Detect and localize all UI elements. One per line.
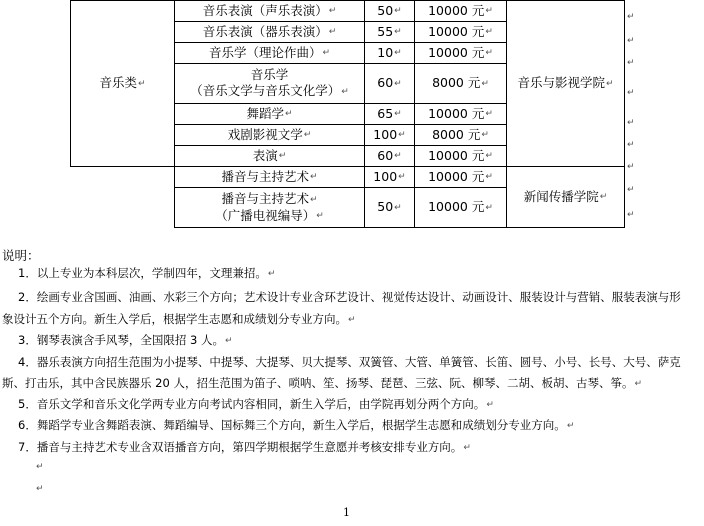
table-row [71, 167, 625, 188]
paragraph-mark: ↵ [627, 140, 635, 150]
major-cell: 戏剧影视文学↵ [175, 125, 365, 146]
count-cell: 55↵ [365, 22, 415, 43]
paragraph-mark: ↵ [627, 88, 635, 98]
count-cell: 50↵ [365, 188, 415, 228]
major-cell: 音乐学（理论作曲）↵ [175, 43, 365, 64]
major-cell: 播音与主持艺术↵ （广播电视编导）↵ [175, 188, 365, 228]
paragraph-mark: ↵ [627, 185, 635, 195]
college-cell-news: 新闻传播学院↵ [507, 167, 625, 228]
empty-paragraph-mark: ↵ [36, 484, 44, 494]
count-cell: 100↵ [365, 167, 415, 188]
note-1: 1．以上专业为本科层次，学制四年，文理兼招。↵ [18, 266, 276, 280]
count-cell: 100↵ [365, 125, 415, 146]
count-cell: 50↵ [365, 1, 415, 22]
fee-cell: 8000 元↵ [415, 125, 507, 146]
note-2-line2: 象设计五个方向。新生入学后，根据学生志愿和成绩划分专业方向。↵ [2, 312, 356, 326]
count-cell: 65↵ [365, 104, 415, 125]
college-label: 新闻传播学院 [523, 188, 599, 204]
fee-cell: 10000 元↵ [415, 146, 507, 167]
paragraph-mark: ↵ [627, 58, 635, 68]
college-label: 音乐与影视学院 [517, 75, 605, 91]
category-label: 音乐类 [99, 75, 137, 91]
category-cell: 音乐类↵ [71, 1, 175, 167]
note-5: 5．音乐文学和音乐文化学两专业方向考试内容相同，新生入学后，由学院再划分两个方向。↵ [18, 397, 494, 411]
note-4-line2: 斯、打击乐，其中含民族器乐 20 人，招生范围为笛子、唢呐、笙、扬琴、琵琶、三弦、阮、柳琴、二胡、板胡、古琴、筝。↵ [2, 376, 642, 390]
note-3: 3．钢琴表演含手风琴，全国限招 3 人。↵ [18, 333, 233, 347]
major-cell: 舞蹈学↵ [175, 104, 365, 125]
notes-title: 说明： [2, 248, 40, 263]
fee-cell: 8000 元↵ [415, 64, 507, 104]
majors-table-wrapper [70, 0, 625, 228]
fee-cell: 10000 元↵ [415, 188, 507, 228]
fee-cell: 10000 元↵ [415, 167, 507, 188]
paragraph-mark: ↵ [627, 12, 635, 22]
major-cell: 播音与主持艺术↵ [175, 167, 365, 188]
category-cell-empty [71, 167, 175, 228]
fee-cell: 10000 元↵ [415, 1, 507, 22]
note-2-line1: 2．绘画专业含国画、油画、水彩三个方向；艺术设计专业含环艺设计、视觉传达设计、动画设计、服装设计与营销、服装表演与形 [18, 290, 681, 304]
major-cell: 音乐学 （音乐文学与音乐文化学）↵ [175, 64, 365, 104]
fee-cell: 10000 元↵ [415, 104, 507, 125]
table-row [71, 1, 625, 22]
major-cell: 表演↵ [175, 146, 365, 167]
count-cell: 60↵ [365, 146, 415, 167]
empty-paragraph-mark: ↵ [36, 462, 44, 472]
major-cell: 音乐表演（器乐表演）↵ [175, 22, 365, 43]
fee-cell: 10000 元↵ [415, 43, 507, 64]
majors-table [70, 0, 625, 228]
count-cell: 10↵ [365, 43, 415, 64]
college-cell-music: 音乐与影视学院↵ [507, 1, 625, 167]
fee-cell: 10000 元↵ [415, 22, 507, 43]
note-6: 6．舞蹈学专业含舞蹈表演、舞蹈编导、国标舞三个方向，新生入学后，根据学生志愿和成绩划分专业方向。↵ [18, 418, 575, 432]
paragraph-mark: ↵ [627, 210, 635, 220]
paragraph-mark: ↵ [627, 118, 635, 128]
note-4-line1: 4．器乐表演方向招生范围为小提琴、中提琴、大提琴、贝大提琴、双簧管、大管、单簧管、长笛、圆号、小号、长号、大号、萨克 [18, 355, 681, 369]
paragraph-mark: ↵ [627, 162, 635, 172]
major-cell: 音乐表演（声乐表演）↵ [175, 1, 365, 22]
paragraph-mark: ↵ [627, 36, 635, 46]
note-7: 7．播音与主持艺术专业含双语播音方向，第四学期根据学生意愿并考核安排专业方向。↵ [18, 440, 471, 454]
page-number: 1 [343, 506, 350, 519]
count-cell: 60↵ [365, 64, 415, 104]
